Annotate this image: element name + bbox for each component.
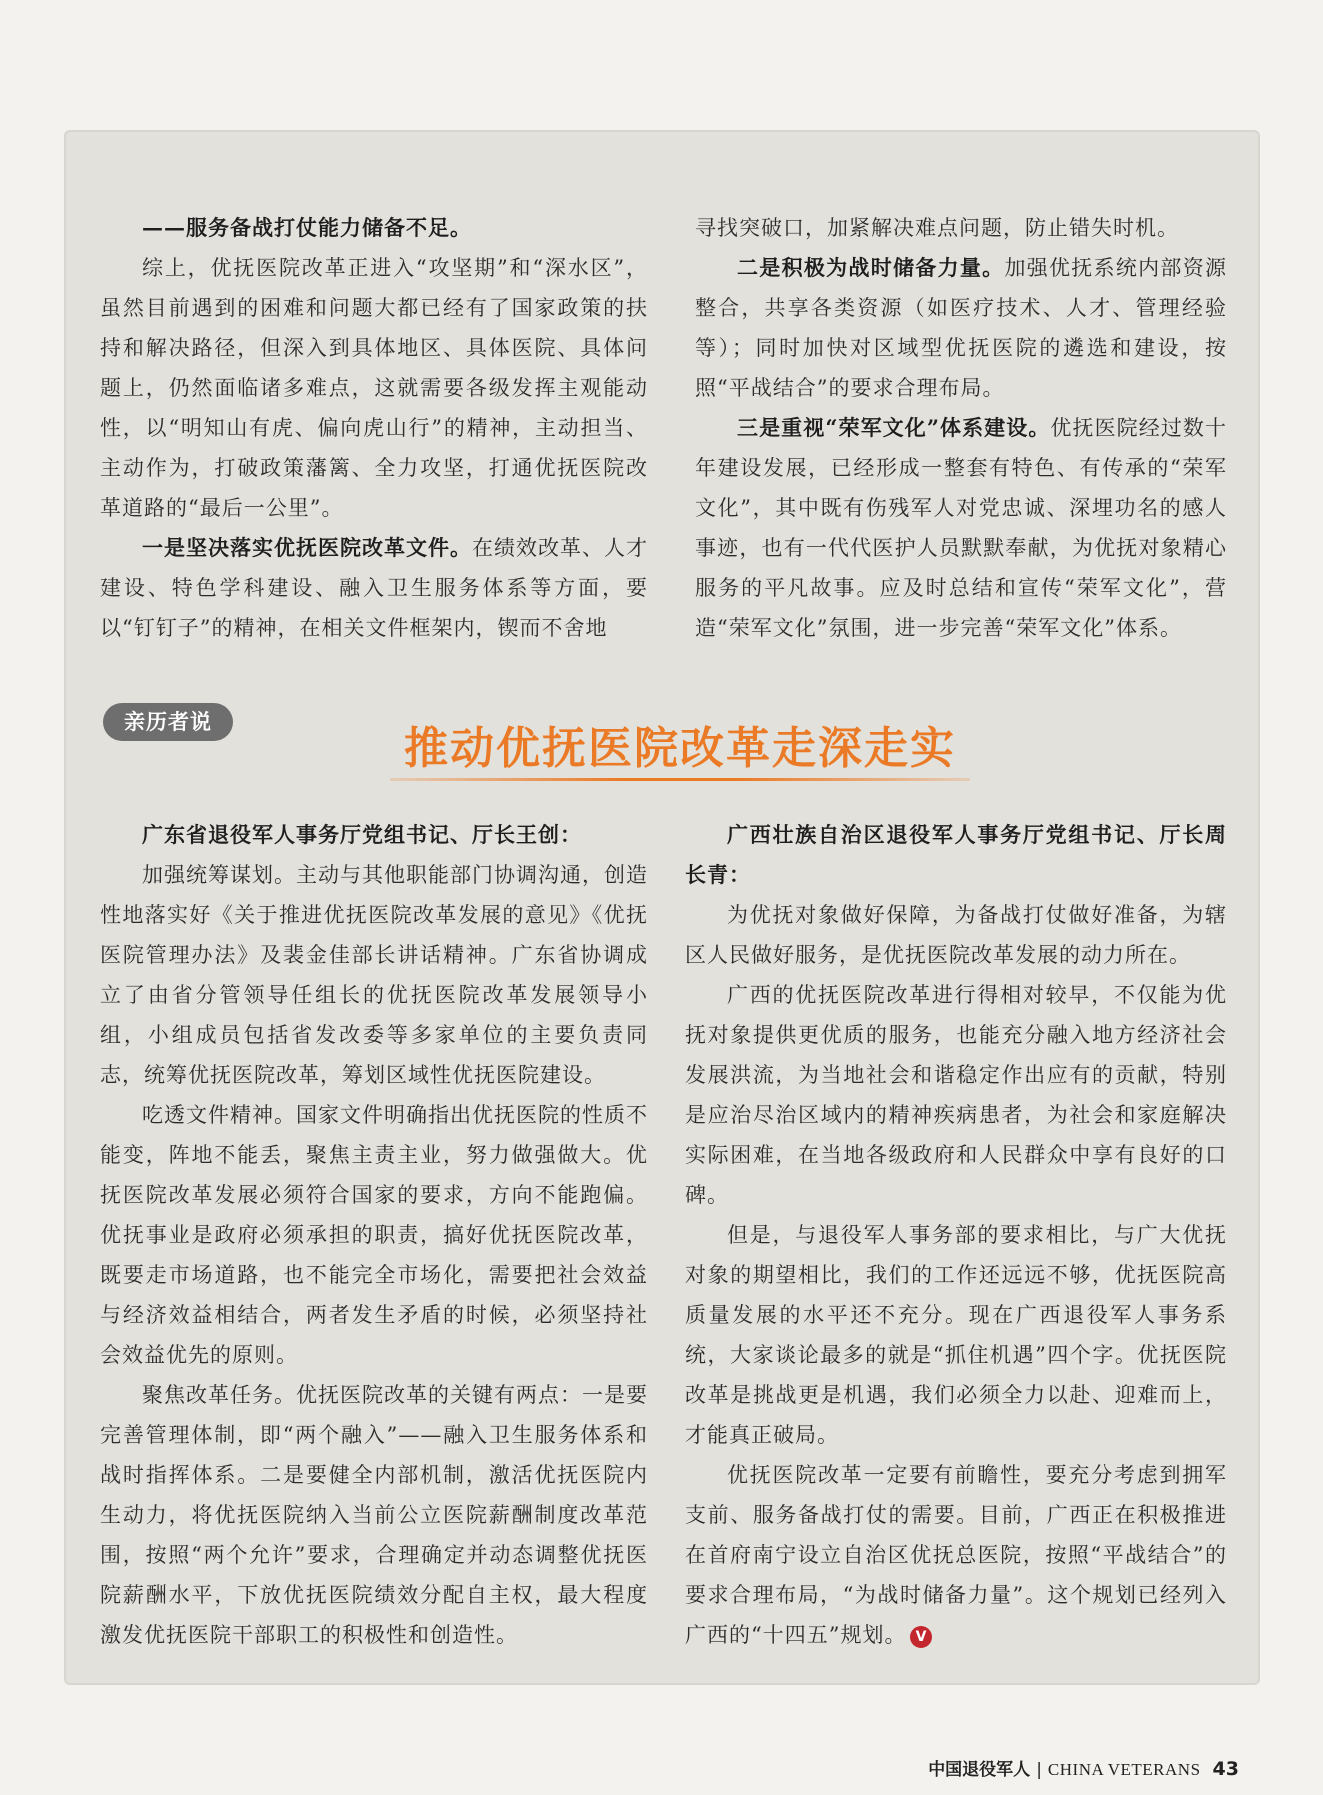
speaker-title: 广东省退役军人事务厅党组书记、厅长王创： (142, 822, 582, 847)
bottom-right-column (685, 815, 1227, 1655)
speaker-title: 广西壮族自治区退役军人事务厅党组书记、厅长周长青： (685, 822, 1227, 887)
paragraph-text: 优抚医院经过数十年建设发展，已经形成一整套有特色、有传承的“荣军文化”，其中既有伤残军人对党忠诚、深埋功名的感人事迹，也有一代代医护人员默默奉献，为优抚对象精心服务的平凡故事。应及时总结和宣传“荣军文化”，营造“荣军文化”氛围，进一步完善“荣军文化”体系。 (695, 416, 1227, 640)
paragraph (100, 528, 648, 648)
section-headline: 推动优抚医院改革走深走实 (404, 723, 956, 774)
paragraph (685, 1455, 1227, 1655)
paragraph: 加强统筹谋划。主动与其他职能部门协调沟通，创造性地落实好《关于推进优抚医院改革发展的意见》《优抚医院管理办法》及裴金佳部长讲话精神。广东省协调成立了由省分管领导任组长的优抚医院改革发展领导小组，小组成员包括省发改委等多家单位的主要负责同志，统筹优抚医院改革，筹划区域性优抚医院建设。 (100, 863, 648, 1087)
bold-lead: 一是坚决落实优抚医院改革文件。 (142, 535, 472, 560)
paragraph: 综上，优抚医院改革正进入“攻坚期”和“深水区”，虽然目前遇到的困难和问题大都已经有了国家政策的扶持和解决路径，但深入到具体地区、具体医院、具体问题上，仍然面临诸多难点，这就需要各级发挥主观能动性，以“明知山有虎、偏向虎山行”的精神，主动担当、主动作为，打破政策藩篱、全力攻坚，打通优抚医院改革道路的“最后一公里”。 (100, 256, 648, 520)
paragraph: 为优抚对象做好保障，为备战打仗做好准备，为辖区人民做好服务，是优抚医院改革发展的动力所在。 (685, 903, 1227, 967)
bottom-left-column (100, 815, 648, 1655)
paragraph-text: 优抚医院改革一定要有前瞻性，要充分考虑到拥军支前、服务备战打仗的需要。目前，广西正在积极推进在首府南宁设立自治区优抚总医院，按照“平战结合”的要求合理布局，“为战时储备力量”。这个规划已经列入广西的“十四五”规划。 (685, 1463, 1227, 1647)
top-left-column (100, 208, 648, 648)
magazine-name-cn: 中国退役军人 (928, 1760, 1031, 1780)
paragraph-text: 加强优抚系统内部资源整合，共享各类资源（如医疗技术、人才、管理经验等）；同时加快对区域型优抚医院的遴选和建设，按照“平战结合”的要求合理布局。 (695, 256, 1228, 400)
paragraph: 吃透文件精神。国家文件明确指出优抚医院的性质不能变，阵地不能丢，聚焦主责主业，努力做强做大。优抚医院改革发展必须符合国家的要求，方向不能跑偏。优抚事业是政府必须承担的职责，搞好优抚医院改革，既要走市场道路，也不能完全市场化，需要把社会效益与经济效益相结合，两者发生矛盾的时候，必须坚持社会效益优先的原则。 (100, 1103, 648, 1367)
paragraph: ——服务备战打仗能力储备不足。 (142, 215, 472, 240)
headline-underline (390, 778, 970, 781)
page-footer (928, 1755, 1239, 1780)
end-mark-icon: V (910, 1626, 932, 1648)
paragraph (695, 408, 1227, 648)
paragraph: 寻找突破口，加紧解决难点问题，防止错失时机。 (695, 216, 1179, 240)
magazine-name-en: CHINA VETERANS (1047, 1760, 1201, 1779)
bold-lead: 三是重视“荣军文化”体系建设。 (737, 415, 1051, 440)
footer-separator: | (1036, 1760, 1042, 1780)
top-right-column (695, 208, 1227, 648)
paragraph: 广西的优抚医院改革进行得相对较早，不仅能为优抚对象提供更优质的服务，也能充分融入地方经济社会发展洪流，为当地社会和谐稳定作出应有的贡献，特别是应治尽治区域内的精神疾病患者，为社会和家庭解决实际困难，在当地各级政府和人民群众中享有良好的口碑。 (685, 983, 1227, 1207)
section-tag: 亲历者说 (103, 703, 233, 741)
paragraph-text: 在绩效改革、人才建设、特色学科建设、融入卫生服务体系等方面，要以“钉钉子”的精神，在相关文件框架内，锲而不舍地 (100, 536, 648, 640)
bold-lead: 二是积极为战时储备力量。 (737, 255, 1005, 280)
page-number: 43 (1212, 1758, 1239, 1780)
paragraph (695, 248, 1227, 408)
paragraph: 但是，与退役军人事务部的要求相比，与广大优抚对象的期望相比，我们的工作还远远不够，优抚医院高质量发展的水平还不充分。现在广西退役军人事务系统，大家谈论最多的就是“抓住机遇”四个字。优抚医院改革是挑战更是机遇，我们必须全力以赴、迎难而上，才能真正破局。 (685, 1223, 1227, 1447)
paragraph: 聚焦改革任务。优抚医院改革的关键有两点：一是要完善管理体制，即“两个融入”——融入卫生服务体系和战时指挥体系。二是要健全内部机制，激活优抚医院内生动力，将优抚医院纳入当前公立医院薪酬制度改革范围，按照“两个允许”要求，合理确定并动态调整优抚医院薪酬水平，下放优抚医院绩效分配自主权，最大程度激发优抚医院干部职工的积极性和创造性。 (100, 1383, 648, 1647)
